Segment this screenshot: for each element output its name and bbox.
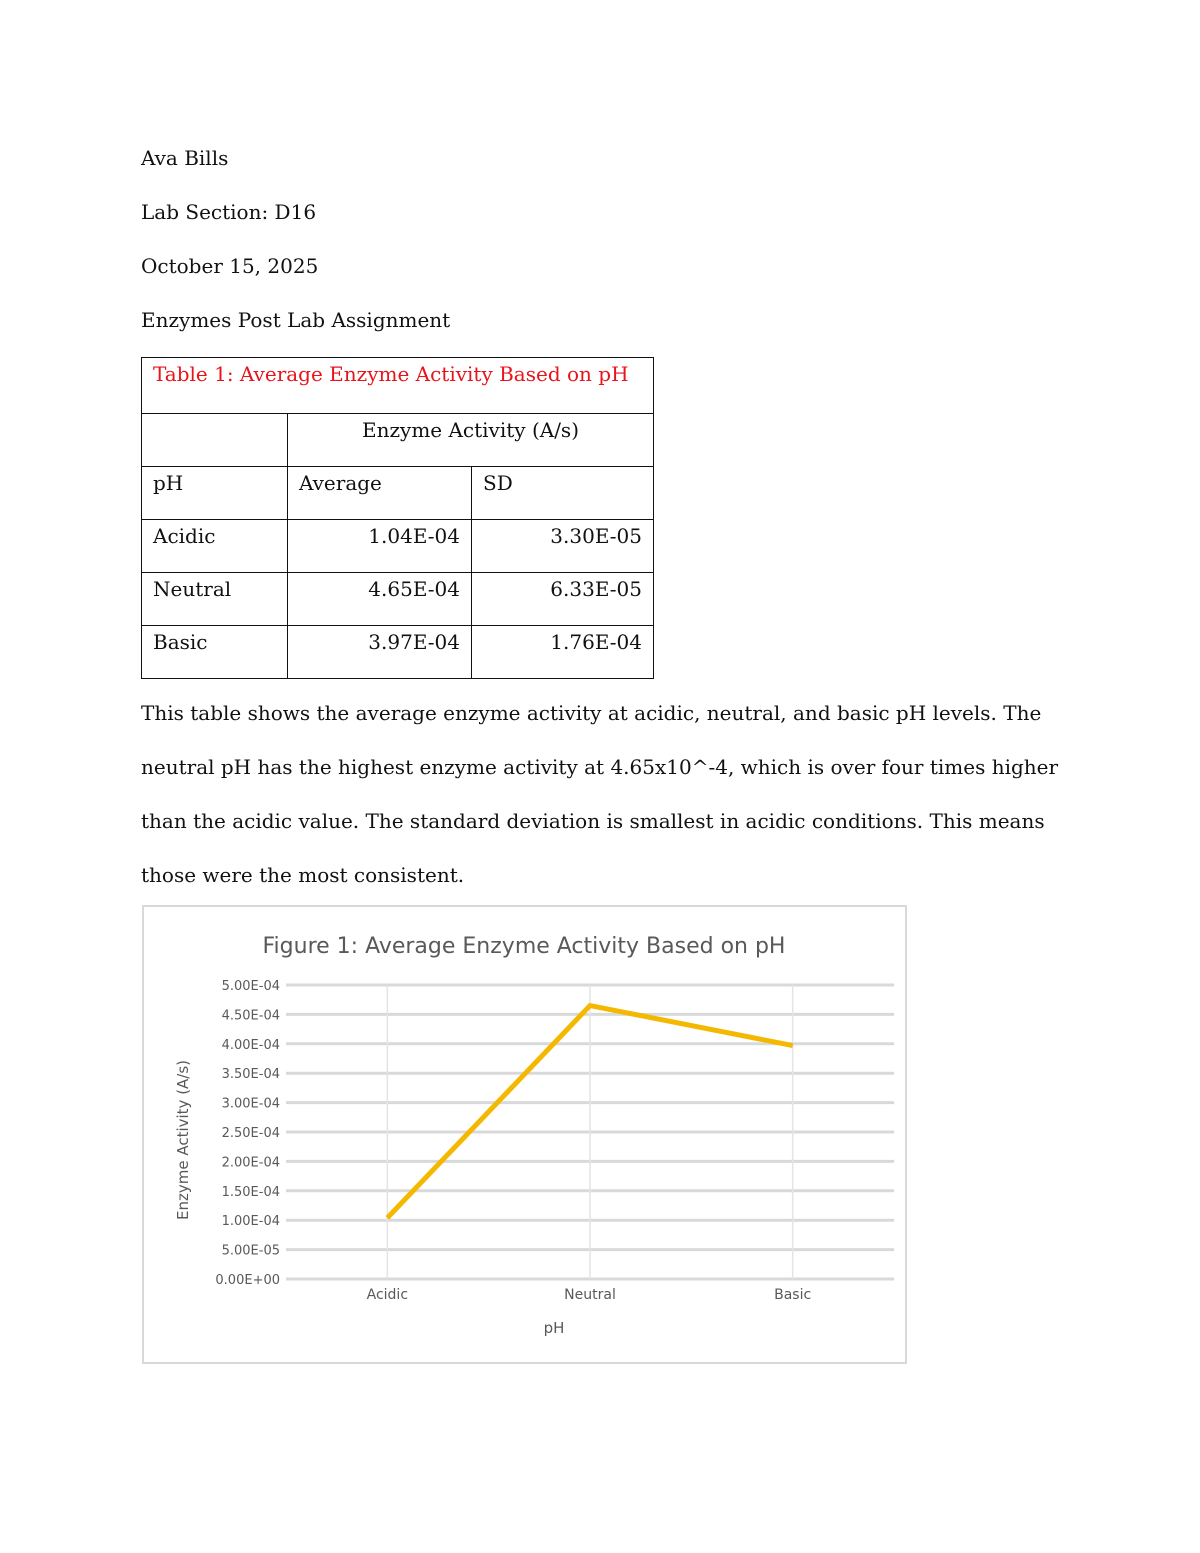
table-cell-ph: Basic (142, 626, 288, 679)
x-axis-ticks (367, 1287, 812, 1303)
table-caption-row (142, 358, 654, 414)
lab-section: Lab Section: D16 (141, 200, 317, 224)
table-cell-average: 4.65E-04 (288, 573, 472, 626)
x-axis-label: pH (543, 1319, 565, 1337)
line-chart (144, 907, 905, 1362)
table-empty-cell (142, 414, 288, 467)
y-tick-label: 2.00E-04 (221, 1155, 280, 1171)
analysis-paragraph: This table shows the average enzyme activity at acidic, neutral, and basic pH levels. The neutral pH has the highest enzyme activity at 4.65x10^-4, which is over four times higher than the acidic value. The standard deviation is smallest in acidic conditions. This means those were the most consistent. (141, 701, 1059, 887)
y-tick-label: 5.00E-05 (221, 1243, 280, 1259)
table-caption: Table 1: Average Enzyme Activity Based on pH (142, 358, 654, 414)
data-point (792, 1045, 793, 1046)
figure-1-chart (142, 905, 907, 1364)
y-tick-label: 4.50E-04 (221, 1008, 280, 1024)
table-header-row (142, 467, 654, 520)
table-group-header-row (142, 414, 654, 467)
data-point (387, 1217, 388, 1218)
table-row (142, 626, 654, 679)
table-row (142, 573, 654, 626)
y-tick-label: 2.50E-04 (221, 1126, 280, 1141)
y-tick-label: 4.00E-04 (221, 1037, 280, 1053)
table-cell-sd: 3.30E-05 (472, 520, 654, 573)
x-tick-label: Neutral (564, 1287, 616, 1303)
x-tick-label: Acidic (366, 1287, 409, 1303)
y-axis-label: Enzyme Activity (A/s) (174, 1059, 192, 1221)
table-header-ph: pH (142, 467, 288, 520)
table-header-average: Average (288, 467, 472, 520)
chart-title: Figure 1: Average Enzyme Activity Based on pH (262, 934, 786, 959)
document-date: October 15, 2025 (141, 254, 319, 278)
y-tick-label: 5.00E-04 (221, 979, 280, 994)
gridlines (286, 985, 894, 1279)
document-title: Enzymes Post Lab Assignment (141, 308, 451, 332)
enzyme-activity-table (141, 357, 654, 679)
table-header-sd: SD (472, 467, 654, 520)
table-cell-ph: Acidic (142, 520, 288, 573)
y-tick-label: 3.00E-04 (221, 1096, 280, 1112)
x-tick-label: Basic (774, 1287, 812, 1303)
table-cell-sd: 6.33E-05 (472, 573, 654, 626)
y-tick-label: 3.50E-04 (221, 1067, 280, 1083)
y-axis-ticks (215, 979, 280, 1288)
y-tick-label: 1.00E-04 (221, 1214, 280, 1230)
y-tick-label: 1.50E-04 (221, 1184, 280, 1200)
table-row (142, 520, 654, 573)
table-cell-average: 3.97E-04 (288, 626, 472, 679)
table-cell-sd: 1.76E-04 (472, 626, 654, 679)
table-group-header: Enzyme Activity (A/s) (288, 414, 654, 467)
table-cell-average: 1.04E-04 (288, 520, 472, 573)
y-tick-label: 0.00E+00 (215, 1273, 280, 1288)
table-cell-ph: Neutral (142, 573, 288, 626)
author-name: Ava Bills (141, 146, 229, 170)
data-point (590, 1005, 591, 1006)
